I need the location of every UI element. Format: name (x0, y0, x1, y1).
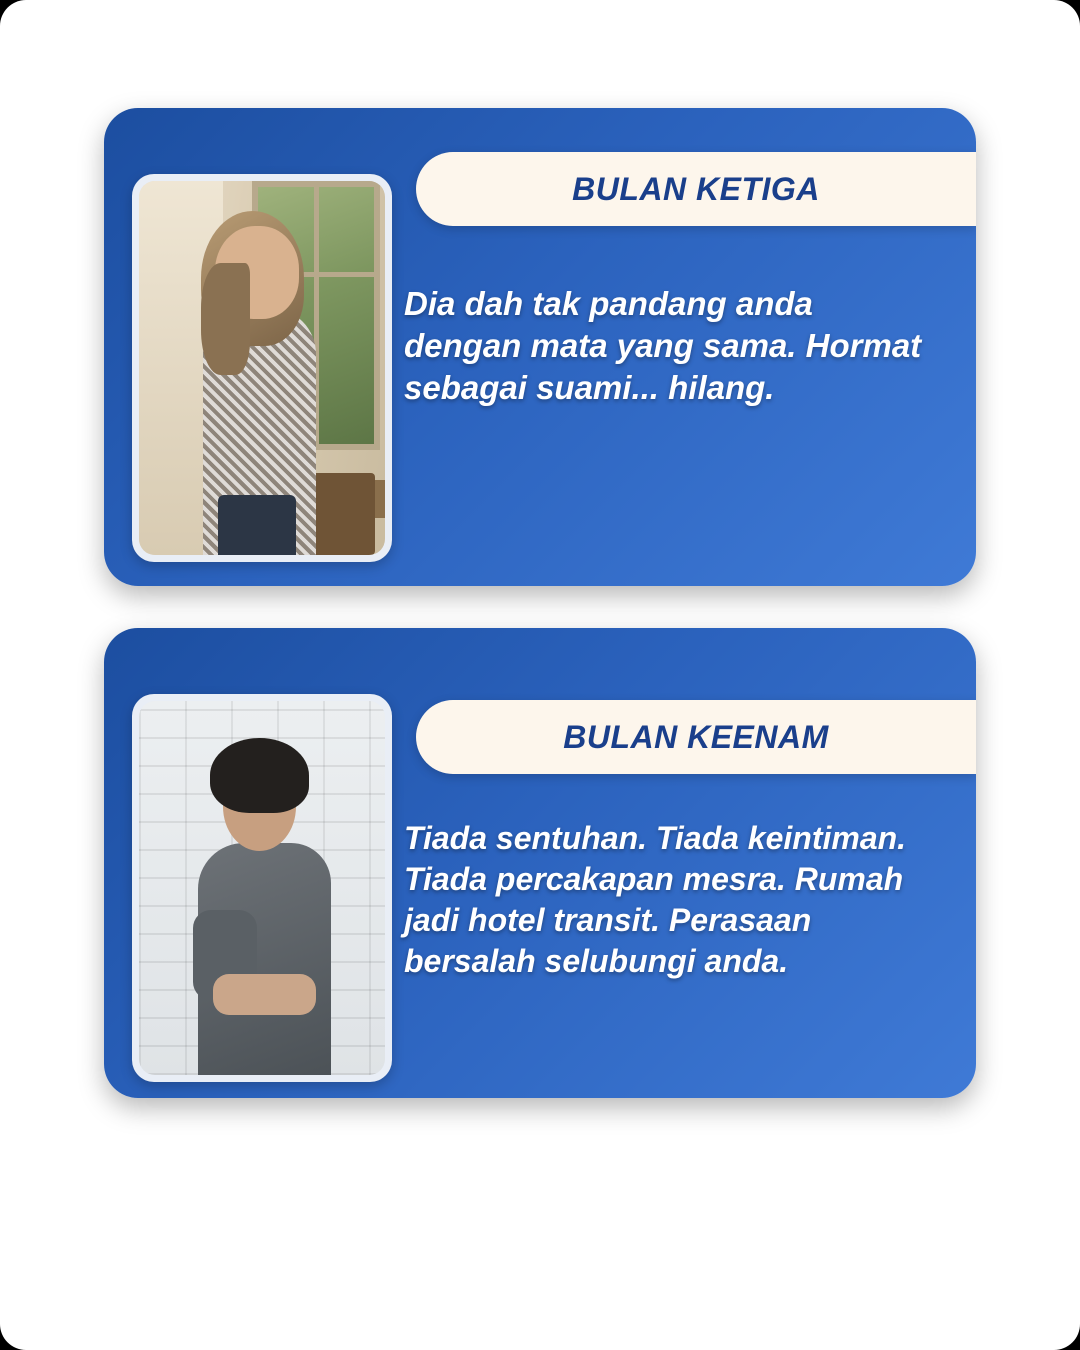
photo-man-sad (139, 701, 385, 1075)
badge-text: BULAN KEENAM (563, 718, 829, 755)
photo-frame-man (132, 694, 392, 1082)
photo-woman-window (139, 181, 385, 555)
card-body-text: Tiada sentuhan. Tiada keintiman. Tiada percakapan mesra. Rumah jadi hotel transit. Perasaan bersalah selubungi anda. (404, 820, 907, 979)
card-content (104, 628, 976, 1098)
card-body-text: Dia dah tak pandang anda dengan mata yang sama. Hormat sebagai suami... hilang. (404, 285, 922, 407)
badge-month-label (416, 700, 976, 774)
card-content (104, 108, 976, 586)
photo-frame-woman (132, 174, 392, 562)
badge-month-label (416, 152, 976, 226)
badge-text: BULAN KETIGA (572, 170, 820, 207)
man-hair-shape (210, 738, 308, 813)
card-bulan-ketiga (104, 108, 976, 586)
hijab-front-shape (201, 263, 250, 375)
woman-pants-shape (218, 495, 297, 555)
card-bulan-keenam (104, 628, 976, 1098)
man-arm-shape (213, 974, 316, 1015)
